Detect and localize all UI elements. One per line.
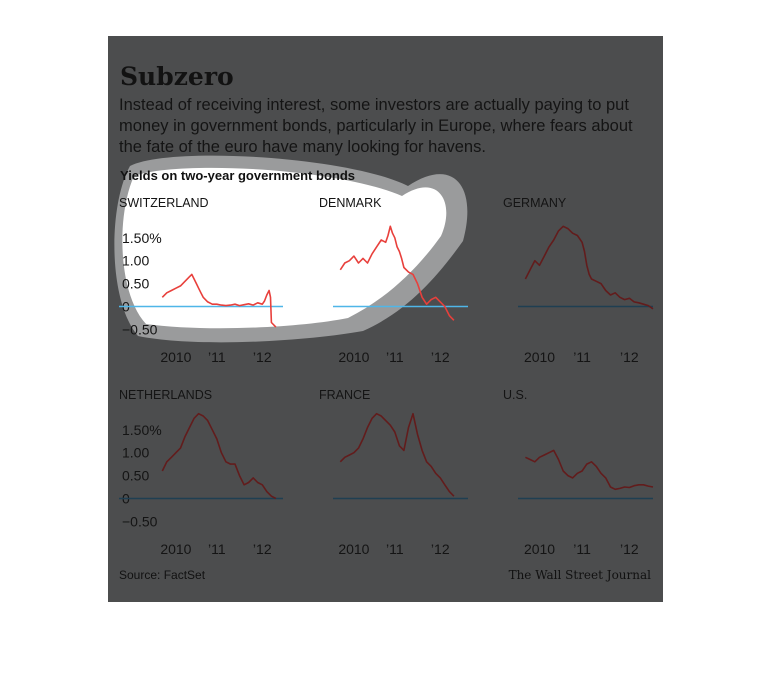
section-label: Yields on two-year government bonds (120, 168, 355, 183)
y-tick-label: 1.00 (122, 444, 150, 461)
x-tick-label: ’11 (207, 541, 226, 557)
x-tick-label: ’11 (385, 541, 404, 557)
series-line (525, 226, 653, 308)
x-tick-label: ’11 (207, 349, 226, 365)
highlight-overlay (114, 156, 467, 343)
x-tick-label: 2010 (338, 541, 370, 557)
series-line (162, 414, 276, 499)
credit-note: The Wall Street Journal (508, 568, 651, 582)
y-tick-label: 0 (122, 490, 130, 507)
panel-title: NETHERLANDS (119, 388, 213, 402)
x-tick-label: ’12 (430, 349, 450, 365)
x-tick-label: ’12 (252, 541, 272, 557)
y-tick-label: −0.50 (122, 513, 158, 530)
panel-netherlands (119, 388, 283, 557)
y-tick-label: −0.50 (122, 321, 158, 338)
y-tick-label: 1.50% (122, 421, 162, 438)
panel-title: GERMANY (503, 196, 567, 210)
x-tick-label: 2010 (523, 541, 556, 557)
y-tick-label: 0 (122, 298, 130, 315)
chart-subtitle: Instead of receiving interest, some investors are actually paying to put money in government bonds, particularly in Europe, where fears about the fate of the euro have many looking for havens. (119, 96, 633, 156)
x-tick-label: 2010 (160, 349, 192, 365)
panel-title: DENMARK (319, 196, 382, 210)
x-tick-label: 2010 (338, 349, 370, 365)
y-tick-label: 0.50 (122, 467, 150, 484)
series-line (340, 414, 454, 497)
x-tick-label: ’12 (430, 541, 450, 557)
panel-title: FRANCE (319, 388, 371, 402)
panel-title: U.S. (503, 388, 528, 402)
panel-france (319, 388, 468, 557)
x-tick-label: ’11 (573, 541, 591, 557)
x-tick-label: 2010 (523, 349, 556, 365)
panel-germany (503, 196, 653, 365)
x-tick-label: ’12 (620, 541, 639, 557)
panel-title: SWITZERLAND (119, 196, 209, 210)
source-note: Source: FactSet (119, 568, 206, 582)
chart-title: Subzero (120, 62, 234, 91)
y-tick-label: 0.50 (122, 275, 150, 292)
panel-u-s- (503, 388, 653, 557)
x-tick-label: 2010 (160, 541, 192, 557)
y-tick-label: 1.50% (122, 229, 162, 246)
x-tick-label: ’12 (620, 349, 639, 365)
series-line (525, 450, 653, 489)
y-tick-label: 1.00 (122, 252, 150, 269)
x-tick-label: ’11 (573, 349, 591, 365)
chart-card (108, 36, 663, 602)
x-tick-label: ’12 (252, 349, 272, 365)
x-tick-label: ’11 (385, 349, 404, 365)
